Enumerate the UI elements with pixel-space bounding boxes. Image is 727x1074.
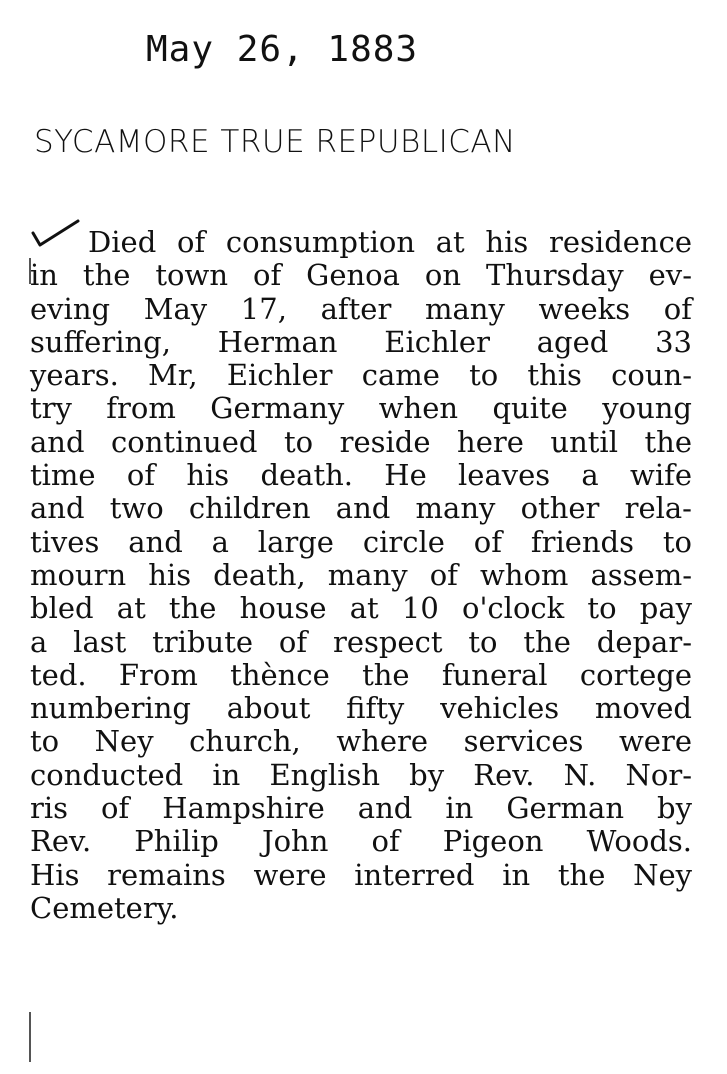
article-line: numbering about fifty vehicles moved bbox=[30, 691, 692, 726]
article-line: bled at the house at 10 o'clock to pay bbox=[30, 591, 692, 626]
margin-mark bbox=[29, 1012, 31, 1062]
article-line: try from Germany when quite young bbox=[30, 391, 692, 426]
article-line: in the town of Genoa on Thursday ev- bbox=[30, 258, 692, 293]
article-line: a last tribute of respect to the depar- bbox=[30, 624, 692, 659]
article-line: Rev. Philip John of Pigeon Woods. bbox=[30, 824, 692, 859]
article-line: conducted in English by Rev. N. Nor- bbox=[30, 757, 692, 792]
article-line: Died of consumption at his residence bbox=[88, 225, 692, 259]
article-line: mourn his death, many of whom assem- bbox=[30, 557, 692, 592]
article-line: years. Mr, Eichler came to this coun- bbox=[30, 358, 692, 393]
article-line: ris of Hampshire and in German by bbox=[30, 791, 692, 826]
article-line: time of his death. He leaves a wife bbox=[30, 458, 692, 493]
article-body bbox=[30, 226, 692, 925]
article-line: to Ney church, where services were bbox=[30, 724, 692, 759]
article-line: and two children and many other rela- bbox=[30, 491, 692, 526]
article-line: Cemetery. bbox=[30, 890, 179, 925]
article-line: ted. From thènce the funeral cortege bbox=[30, 657, 692, 692]
header-date: May 26, 1883 bbox=[146, 29, 419, 70]
article-line: eving May 17, after many weeks of bbox=[30, 291, 692, 326]
newspaper-name: SYCAMORE TRUE REPUBLICAN bbox=[34, 124, 516, 160]
article-line: tives and a large circle of friends to bbox=[30, 524, 692, 559]
article-line: His remains were interred in the Ney bbox=[30, 857, 692, 892]
article-line: and continued to reside here until the bbox=[30, 424, 692, 459]
article-line: suffering, Herman Eichler aged 33 bbox=[30, 324, 692, 359]
